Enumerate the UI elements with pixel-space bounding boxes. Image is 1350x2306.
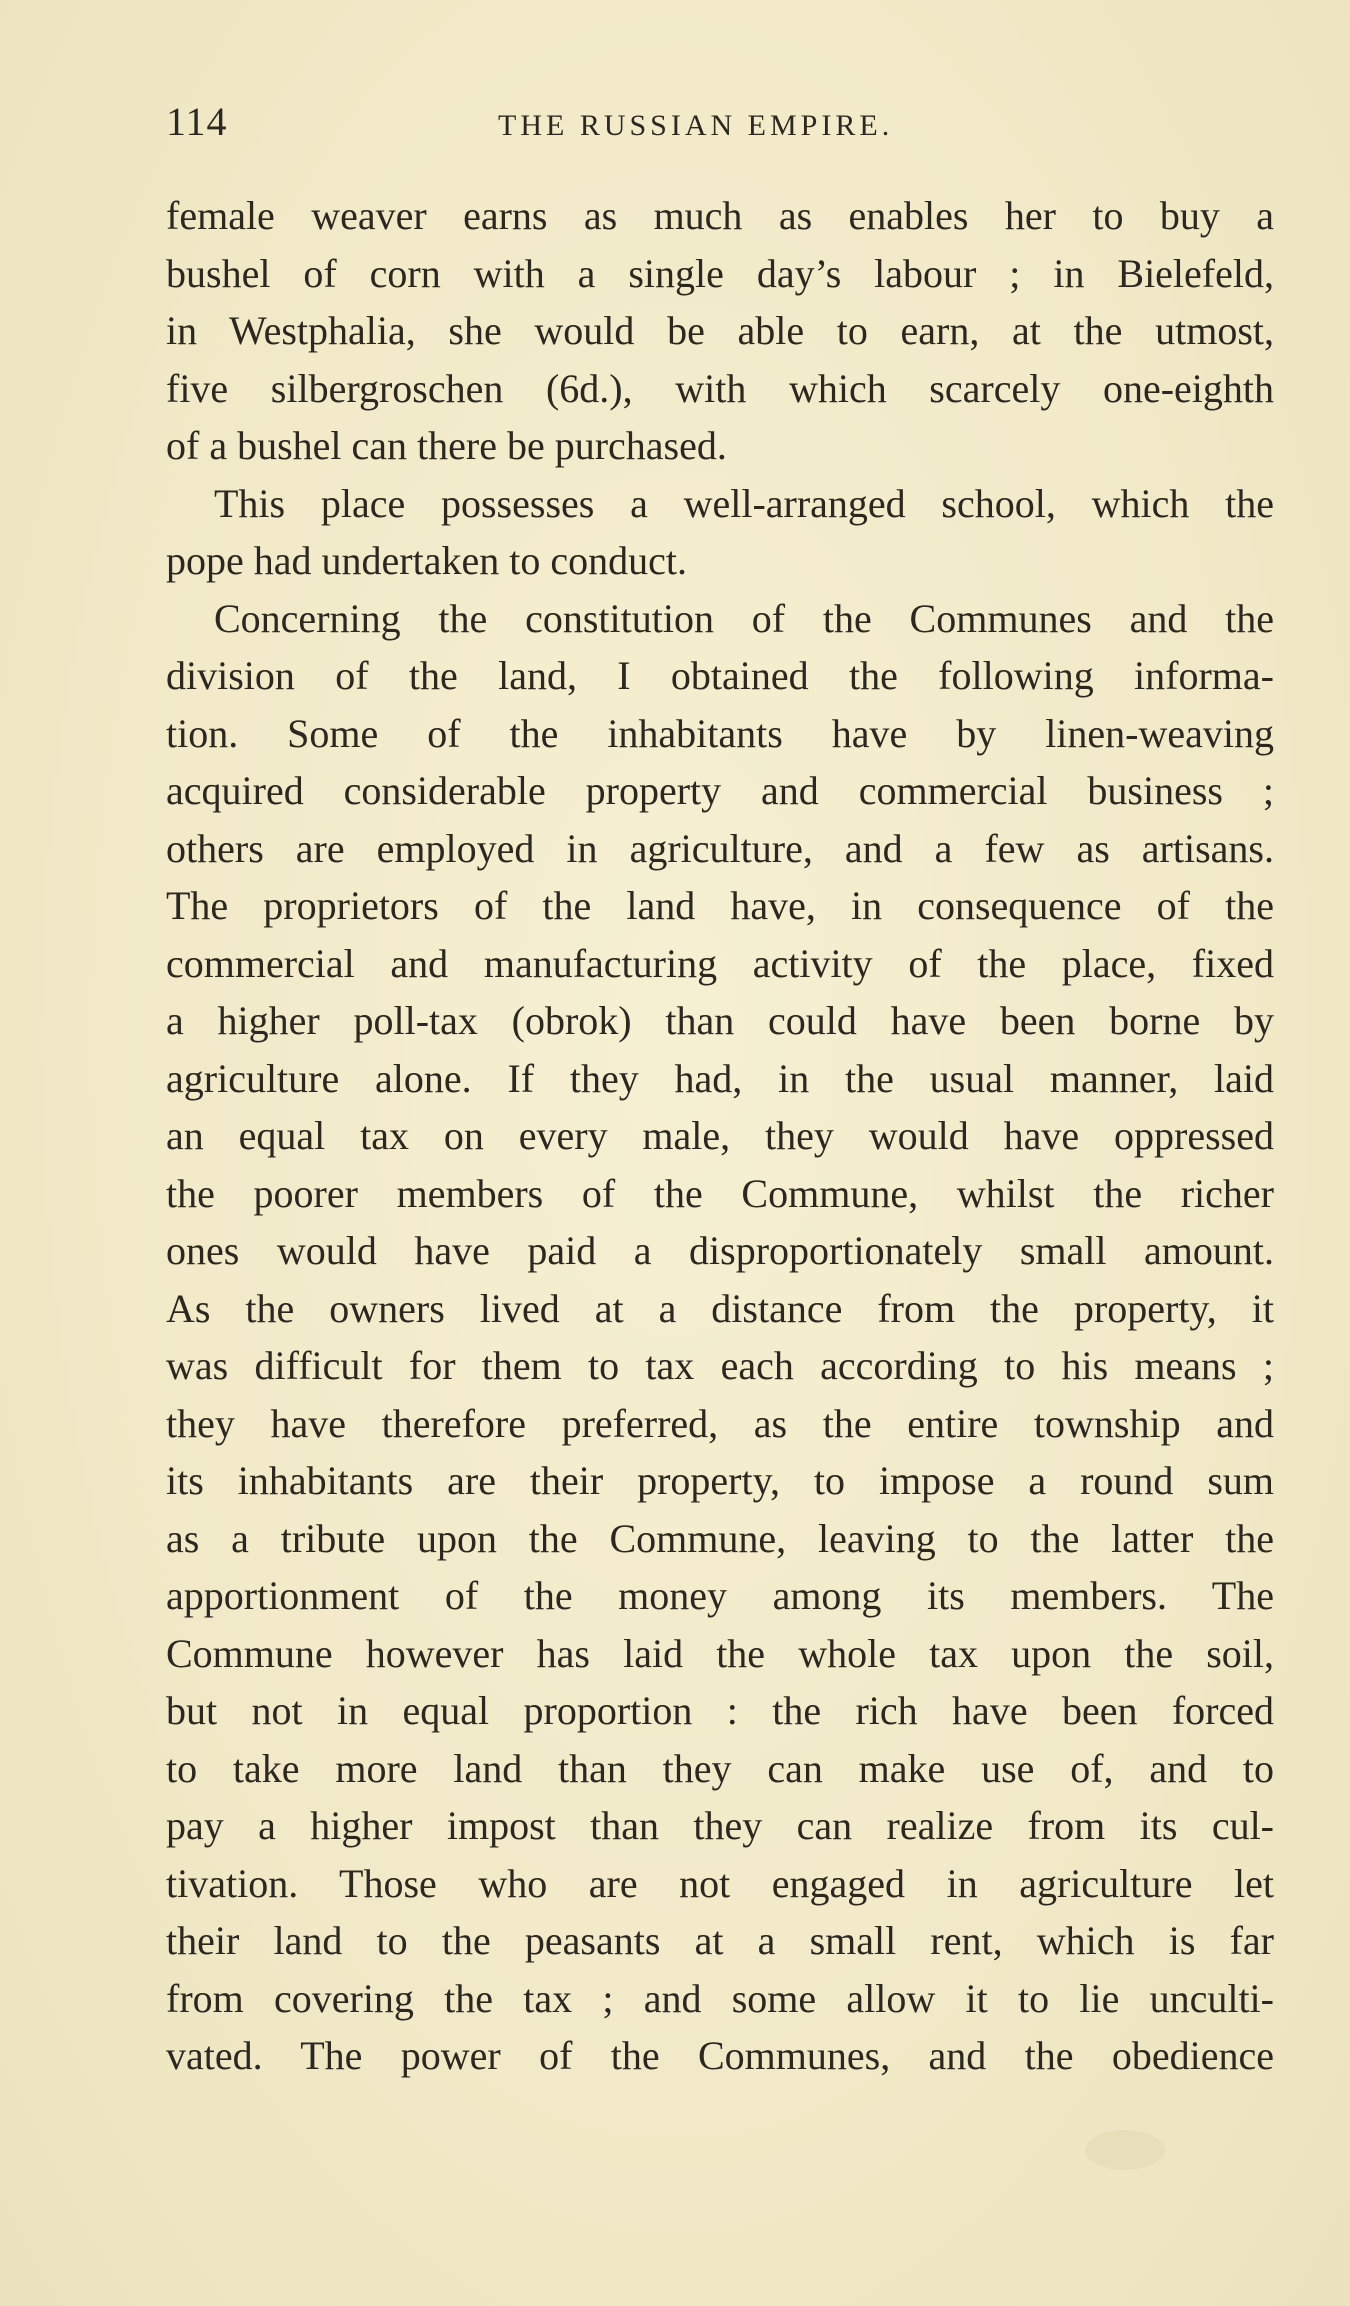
page-header (166, 92, 1276, 152)
text-line: its inhabitants are their property, to impose a round sum (166, 1458, 1274, 1503)
text-line: apportionment of the money among its members. The (166, 1573, 1274, 1618)
text-line: The proprietors of the land have, in consequence of the (166, 883, 1274, 928)
text-line: acquired considerable property and commercial business ; (166, 768, 1274, 813)
text-line: five silbergroschen (6d.), with which scarcely one-eighth (166, 365, 1274, 411)
text-line: This place possesses a well-arranged school, which the (214, 480, 1274, 526)
paper-stain (1085, 2130, 1165, 2170)
text-line: they have therefore preferred, as the entire township and (166, 1400, 1274, 1446)
text-line: bushel of corn with a single day’s labour ; in Bielefeld, (166, 250, 1274, 296)
text-line: female weaver earns as much as enables her to buy a (166, 193, 1274, 238)
text-line: from covering the tax ; and some allow it to lie unculti- (166, 1975, 1274, 2021)
text-line: the poorer members of the Commune, whilst the richer (166, 1170, 1274, 1216)
text-line: was difficult for them to tax each according to his means ; (166, 1343, 1274, 1388)
text-line: agriculture alone. If they had, in the usual manner, laid (166, 1055, 1274, 1101)
text-line: division of the land, I obtained the following informa- (166, 653, 1274, 698)
text-line: tivation. Those who are not engaged in agriculture let (166, 1860, 1274, 1906)
body-text (166, 187, 1274, 2085)
text-line: but not in equal proportion : the rich have been forced (166, 1688, 1274, 1733)
text-line: an equal tax on every male, they would have oppressed (166, 1113, 1274, 1158)
text-line: tion. Some of the inhabitants have by linen-weaving (166, 710, 1274, 756)
text-line: to take more land than they can make use of, and to (166, 1745, 1274, 1791)
text-line: vated. The power of the Communes, and the obedience (166, 2033, 1274, 2078)
text-line: commercial and manufacturing activity of the place, fixed (166, 940, 1274, 986)
text-line: in Westphalia, she would be able to earn, at the utmost, (166, 308, 1274, 353)
text-line: a higher poll-tax (obrok) than could have been borne by (166, 998, 1274, 1043)
text-line: pope had undertaken to conduct. (166, 538, 687, 583)
text-line: ones would have paid a disproportionately small amount. (166, 1228, 1274, 1273)
text-line: Concerning the constitution of the Communes and the (214, 595, 1274, 641)
text-line: their land to the peasants at a small rent, which is far (166, 1918, 1274, 1963)
text-line: others are employed in agriculture, and a few as artisans. (166, 825, 1274, 871)
text-line: of a bushel can there be purchased. (166, 423, 727, 468)
text-line: pay a higher impost than they can realize from its cul- (166, 1803, 1274, 1848)
text-line: as a tribute upon the Commune, leaving to the latter the (166, 1515, 1274, 1561)
page-number: 114 (166, 99, 228, 144)
running-title: THE RUSSIAN EMPIRE. (498, 109, 894, 142)
text-line: Commune however has laid the whole tax upon the soil, (166, 1630, 1274, 1676)
text-line: As the owners lived at a distance from the property, it (166, 1285, 1274, 1331)
